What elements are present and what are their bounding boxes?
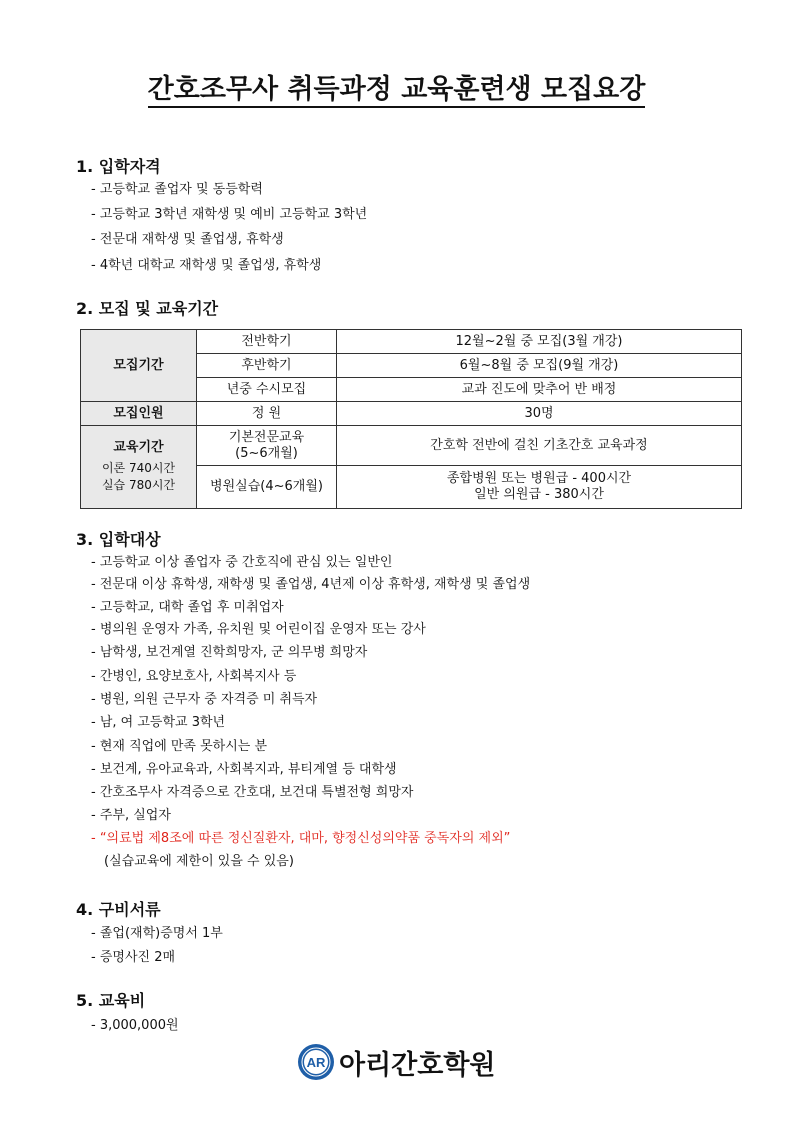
table-cell: 후반학기 xyxy=(197,354,337,378)
list-item: - 병원, 의원 근무자 중 자격증 미 취득자 xyxy=(91,692,318,707)
table-cell: 간호학 전반에 걸친 기초간호 교육과정 xyxy=(337,426,742,466)
list-item: - 고등학교, 대학 졸업 후 미취업자 xyxy=(91,600,284,615)
academy-emblem-icon xyxy=(297,1043,335,1081)
row-header-recruit-period: 모집기간 xyxy=(81,330,197,402)
list-item: - 전문대 재학생 및 졸업생, 휴학생 xyxy=(91,232,284,247)
row-header-edu-period xyxy=(81,426,197,509)
section-heading-documents: 4. 구비서류 xyxy=(76,900,161,919)
cell-line: 기본전문교육 xyxy=(228,429,305,445)
table-cell xyxy=(337,466,742,509)
list-item: - 졸업(재학)증명서 1부 xyxy=(91,926,223,941)
list-item: - 병의원 운영자 가족, 유치원 및 어린이집 운영자 또는 강사 xyxy=(91,622,426,637)
section-heading-eligibility: 1. 입학자격 xyxy=(76,157,161,176)
cell-line: (5~6개월) xyxy=(235,445,298,461)
table-cell: 년중 수시모집 xyxy=(197,378,337,402)
warning-note: (실습교육에 제한이 있을 수 있음) xyxy=(104,854,294,869)
section-heading-period: 2. 모집 및 교육기간 xyxy=(76,299,219,318)
list-item: - 3,000,000원 xyxy=(91,1018,179,1033)
list-item: - 현재 직업에 만족 못하시는 분 xyxy=(91,739,268,754)
row-header-recruit-count: 모집인원 xyxy=(81,402,197,426)
edu-period-practice-hours: 실습 780시간 xyxy=(101,478,176,492)
list-item: - 간병인, 요양보호사, 사회복지사 등 xyxy=(91,669,297,684)
table-cell: 정 원 xyxy=(197,402,337,426)
academy-logo xyxy=(297,1042,496,1082)
logo-mark: AR xyxy=(306,1055,326,1070)
table-cell: 병원실습(4~6개월) xyxy=(197,466,337,509)
list-item: - 4학년 대학교 재학생 및 졸업생, 휴학생 xyxy=(91,258,322,273)
list-item: - 간호조무사 자격증으로 간호대, 보건대 특별전형 희망자 xyxy=(91,785,414,800)
list-item: - 전문대 이상 휴학생, 재학생 및 졸업생, 4년제 이상 휴학생, 재학생 및 졸업생 xyxy=(91,577,531,592)
list-item: - 남학생, 보건계열 진학희망자, 군 의무병 희망자 xyxy=(91,645,368,660)
table-cell: 교과 진도에 맞추어 반 배정 xyxy=(337,378,742,402)
section-heading-target: 3. 입학대상 xyxy=(76,530,161,549)
table-cell: 6월~8월 중 모집(9월 개강) xyxy=(337,354,742,378)
table-cell: 전반학기 xyxy=(197,330,337,354)
warning-item: - “의료법 제8조에 따른 정신질환자, 대마, 향정신성의약품 중독자의 제외” xyxy=(91,831,511,846)
cell-line: 종합병원 또는 병원급 - 400시간 xyxy=(446,471,632,486)
page-title: 간호조무사 취득과정 교육훈련생 모집요강 xyxy=(0,70,793,110)
list-item: - 남, 여 고등학교 3학년 xyxy=(91,715,226,730)
list-item: - 고등학교 이상 졸업자 중 간호직에 관심 있는 일반인 xyxy=(91,555,393,570)
table-cell: 12월~2월 중 모집(3월 개강) xyxy=(337,330,742,354)
table-cell xyxy=(197,426,337,466)
recruitment-table xyxy=(80,329,742,509)
cell-line: 일반 의원급 - 380시간 xyxy=(474,487,604,502)
edu-period-theory-hours: 이론 740시간 xyxy=(101,461,176,475)
list-item: - 증명사진 2매 xyxy=(91,950,176,965)
table-cell: 30명 xyxy=(337,402,742,426)
list-item: - 보건계, 유아교육과, 사회복지과, 뷰티계열 등 대학생 xyxy=(91,762,397,777)
list-item: - 고등학교 졸업자 및 동등학력 xyxy=(91,182,263,197)
academy-name: 아리간호학원 xyxy=(339,1049,496,1081)
list-item: - 주부, 실업자 xyxy=(91,808,171,823)
edu-period-label: 교육기간 xyxy=(113,440,164,455)
section-heading-tuition: 5. 교육비 xyxy=(76,991,146,1010)
list-item: - 고등학교 3학년 재학생 및 예비 고등학교 3학년 xyxy=(91,207,368,222)
